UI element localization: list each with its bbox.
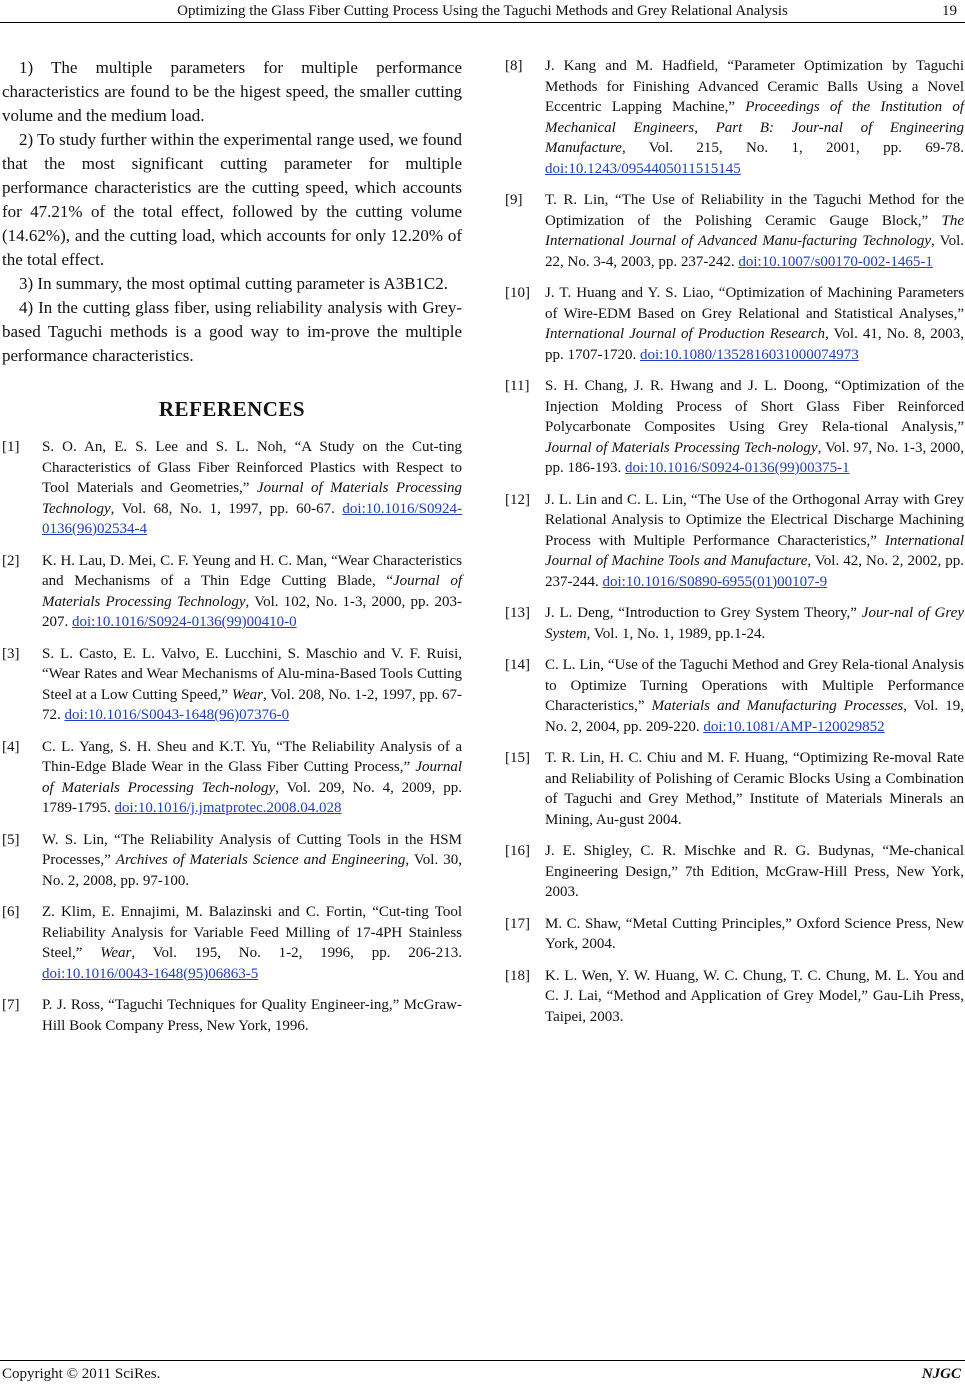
references-heading: REFERENCES bbox=[158, 397, 306, 421]
reference-text bbox=[42, 737, 462, 819]
reference-doi-link[interactable]: doi:10.1081/AMP-120029852 bbox=[703, 718, 885, 735]
reference-source: Journal of Materials Processing Tech-nology bbox=[42, 759, 462, 796]
reference-authors-title: Z. Klim, E. Ennajimi, M. Balazinski and C. Fortin, “Cut-ting Tool Reliability Analysis for Variable Feed Milling of 17-4PH Stainless Steel,” bbox=[42, 904, 462, 961]
reference-authors-title: S. O. An, E. S. Lee and S. L. Noh, “A Study on the Cut-ting Characteristics of Glass Fiber Reinforced Plastics with Respect to Tool Materials and Geometries,” bbox=[42, 439, 462, 496]
reference-doi-link[interactable]: doi:10.1243/0954405011515145 bbox=[545, 160, 741, 177]
reference-authors-title: T. R. Lin, H. C. Chiu and M. F. Huang, “Optimizing Re-moval Rate and Reliability of Polishing of Ceramic Blocks Using a Combination of Taguchi and Grey Method,” Institute of Materials Minerals an Mining, Au-gust 2004. bbox=[545, 750, 964, 828]
reference-source: International Journal of Machine Tools and Manufacture bbox=[545, 532, 964, 569]
reference-number: [5] bbox=[2, 831, 20, 848]
reference-authors-title: C. L. Lin, “Use of the Taguchi Method and Grey Rela-tional Analysis to Optimize Turning Operations with Multiple Performance Characteristics,” bbox=[545, 657, 964, 714]
reference-details: , Vol. 41, No. 8, 2003, pp. 1707-1720. bbox=[545, 326, 964, 363]
reference-details: , Vol. 102, No. 1-3, 2000, pp. 203-207. bbox=[42, 593, 462, 630]
reference-number: [14] bbox=[505, 657, 530, 673]
reference-item bbox=[505, 490, 964, 593]
reference-details: , Vol. 97, No. 1-3, 2000, pp. 186-193. bbox=[545, 439, 964, 476]
reference-item bbox=[2, 437, 462, 540]
reference-number: [6] bbox=[2, 904, 20, 920]
reference-number: [4] bbox=[2, 738, 20, 755]
reference-item bbox=[2, 995, 462, 1036]
conclusion-1: 1) The multiple parameters for multiple performance characteristics are found to be the higest speed, the smaller cutting volume and the medium load. bbox=[2, 58, 462, 125]
reference-item bbox=[505, 914, 964, 955]
reference-doi-link[interactable]: doi:10.1080/1352816031000074973 bbox=[640, 346, 859, 363]
reference-item bbox=[505, 283, 964, 365]
reference-doi-link[interactable]: doi:10.1016/S0924-0136(99)00375-1 bbox=[625, 460, 850, 476]
reference-item bbox=[2, 737, 462, 819]
reference-doi-link[interactable]: doi:10.1016/S0924-0136(96)02534-4 bbox=[42, 500, 462, 537]
reference-item bbox=[2, 644, 462, 726]
reference-authors-title: J. L. Lin and C. L. Lin, “The Use of the Orthogonal Array with Grey Relational Analysis to Optimize the Electrical Discharge Machining Process with Multiple Performance Characteristics,” bbox=[545, 491, 964, 549]
reference-details: , Vol. 19, No. 2, 2004, pp. 209-220. bbox=[545, 698, 964, 735]
reference-authors-title: T. R. Lin, “The Use of Reliability in the Taguchi Method for the Optimization of the Polishing Ceramic Gauge Block,” bbox=[545, 192, 964, 229]
reference-text bbox=[545, 490, 964, 593]
reference-item bbox=[505, 655, 964, 737]
reference-text bbox=[42, 995, 462, 1036]
reference-number: [7] bbox=[2, 997, 20, 1013]
reference-item bbox=[2, 830, 462, 892]
reference-item bbox=[2, 551, 462, 633]
reference-item bbox=[505, 56, 964, 179]
running-header bbox=[0, 0, 965, 23]
reference-details: , Vol. 22, No. 3-4, 2003, pp. 237-242. bbox=[545, 233, 965, 270]
reference-item bbox=[505, 841, 964, 903]
conclusion-4: 4) In the cutting glass fiber, using reliability analysis with Grey-based Taguchi methods is a good way to im-prove the multiple performance characteristics. bbox=[2, 298, 462, 365]
reference-text bbox=[545, 748, 964, 830]
reference-number: [8] bbox=[505, 58, 523, 74]
reference-text bbox=[545, 966, 964, 1028]
reference-authors-title: J. T. Huang and Y. S. Liao, “Optimization of Machining Parameters of Wire-EDM Based on Grey Relational and Statistical Analyses,” bbox=[545, 285, 964, 322]
reference-text bbox=[42, 830, 462, 892]
reference-text bbox=[545, 376, 964, 479]
reference-details: , Vol. 42, No. 2, 2002, pp. 237-244. bbox=[545, 553, 964, 590]
reference-authors-title: J. L. Deng, “Introduction to Grey System Theory,” bbox=[545, 605, 862, 621]
reference-number: [11] bbox=[505, 378, 530, 394]
reference-source: Jour-nal of Grey System bbox=[545, 605, 964, 642]
reference-text bbox=[545, 56, 964, 179]
reference-authors-title: C. L. Yang, S. H. Sheu and K.T. Yu, “The Reliability Analysis of a Thin-Edge Blade Wear in the Glass Fiber Cutting Process,” bbox=[42, 738, 462, 775]
reference-item bbox=[2, 902, 462, 984]
reference-source: Journal of Materials Processing Tech-nology bbox=[545, 439, 818, 456]
reference-doi-link[interactable]: doi:10.1007/s00170-002-1465-1 bbox=[738, 253, 933, 270]
reference-number: [9] bbox=[505, 192, 523, 208]
reference-authors-title: K. L. Wen, Y. W. Huang, W. C. Chung, T. C. Chung, M. L. You and C. J. Lai, “Method and Application of Grey Model,” Gau-Lih Press, Taipei, 2003. bbox=[545, 967, 964, 1025]
reference-text bbox=[42, 437, 462, 540]
reference-doi-link[interactable]: doi:10.1016/S0043-1648(96)07376-0 bbox=[64, 707, 290, 723]
conclusion-3: 3) In summary, the most optimal cutting parameter is A3B1C2. bbox=[19, 274, 449, 293]
reference-text bbox=[545, 190, 964, 272]
reference-number: [10] bbox=[505, 285, 530, 301]
reference-source: Wear bbox=[231, 686, 263, 703]
reference-number: [3] bbox=[2, 645, 20, 662]
reference-number: [13] bbox=[505, 605, 530, 621]
reference-authors-title: W. S. Lin, “The Reliability Analysis of Cutting Tools in the HSM Processes,” bbox=[42, 831, 462, 868]
running-title: Optimizing the Glass Fiber Cutting Process Using the Taguchi Methods and Grey Relational Analysis bbox=[177, 3, 788, 19]
reference-source: Journal of Materials Processing Technology bbox=[42, 480, 462, 517]
reference-text bbox=[545, 603, 964, 644]
reference-source: Wear bbox=[100, 945, 132, 961]
reference-doi-link[interactable]: doi:10.1016/S0924-0136(99)00410-0 bbox=[72, 614, 297, 630]
reference-item bbox=[505, 748, 964, 830]
reference-item bbox=[505, 376, 964, 479]
reference-details: , Vol. 209, No. 4, 2009, pp. 1789-1795. bbox=[42, 779, 462, 816]
reference-details: , Vol. 208, No. 1-2, 1997, pp. 67-72. bbox=[42, 686, 462, 723]
page-number: 19 bbox=[942, 3, 957, 19]
reference-authors-title: S. H. Chang, J. R. Hwang and J. L. Doong, “Optimization of the Injection Molding Process of Short Glass Fiber Reinforced Polycarbonate Composites Using Grey Rela-tional Analysis,” bbox=[545, 378, 964, 435]
reference-text bbox=[42, 902, 462, 984]
reference-text bbox=[545, 841, 964, 903]
reference-number: [12] bbox=[505, 491, 530, 508]
journal-abbrev: NJGC bbox=[921, 1366, 961, 1382]
reference-number: [18] bbox=[505, 967, 530, 984]
reference-text bbox=[545, 655, 964, 737]
copyright-notice: Copyright © 2011 SciRes. bbox=[2, 1366, 161, 1382]
conclusion-2: 2) To study further within the experimental range used, we found that the most significant cutting parameter for multiple performance characteristics are the cutting speed, which accounts for 47.21% of the total effect, followed by the cutting volume (14.62%), and the cutting load, which accounts for only 12.20% of the total effect. bbox=[2, 130, 462, 269]
reference-text bbox=[42, 644, 462, 726]
reference-details: , Vol. 195, No. 1-2, 1996, pp. 206-213. bbox=[131, 945, 462, 961]
reference-details: , Vol. 1, No. 1, 1989, pp.1-24. bbox=[586, 625, 766, 642]
reference-authors-title: S. L. Casto, E. L. Valvo, E. Lucchini, S. Maschio and V. F. Ruisi, “Wear Rates and Wear Mechanisms of Alu-mina-Based Tools Cutting Steel at a Low Cutting Speed,” bbox=[42, 645, 462, 703]
reference-doi-link[interactable]: doi:10.1016/j.jmatprotec.2008.04.028 bbox=[114, 800, 342, 816]
reference-source: Materials and Manufacturing Processes bbox=[651, 698, 904, 714]
reference-item bbox=[505, 190, 964, 272]
reference-doi-link[interactable]: doi:10.1016/0043-1648(95)06863-5 bbox=[42, 965, 259, 982]
reference-doi-link[interactable]: doi:10.1016/S0890-6955(01)00107-9 bbox=[602, 573, 828, 590]
reference-text bbox=[42, 551, 462, 633]
reference-details: , Vol. 68, No. 1, 1997, pp. 60-67. bbox=[110, 500, 343, 517]
reference-authors-title: J. E. Shigley, C. R. Mischke and R. G. Budynas, “Me-chanical Engineering Design,” 7th Edition, McGraw-Hill Press, New York, 2003. bbox=[545, 843, 964, 900]
reference-text bbox=[545, 283, 964, 365]
reference-authors-title: P. J. Ross, “Taguchi Techniques for Quality Engineer-ing,” McGraw-Hill Book Company Press, New York, 1996. bbox=[42, 997, 462, 1034]
reference-number: [16] bbox=[505, 843, 530, 859]
reference-authors-title: M. C. Shaw, “Metal Cutting Principles,” Oxford Science Press, New York, 2004. bbox=[545, 915, 964, 952]
reference-number: [17] bbox=[505, 915, 530, 932]
reference-source: Archives of Materials Science and Engineering bbox=[115, 852, 406, 868]
reference-list-right bbox=[505, 56, 964, 1027]
reference-source: Journal of Materials Processing Technology bbox=[42, 573, 462, 610]
reference-text bbox=[545, 914, 964, 955]
left-column bbox=[2, 56, 462, 1047]
right-column bbox=[505, 56, 964, 1038]
reference-number: [15] bbox=[505, 750, 530, 766]
reference-item bbox=[505, 966, 964, 1028]
page-footer bbox=[0, 1360, 965, 1387]
reference-source: International Journal of Production Research bbox=[545, 326, 825, 342]
reference-authors-title: K. H. Lau, D. Mei, C. F. Yeung and H. C. Man, “Wear Characteristics and Mechanisms of a Thin Edge Cutting Blade, “ bbox=[42, 552, 462, 589]
reference-list-left bbox=[2, 437, 462, 1036]
reference-source: The International Journal of Advanced Manu-facturing Technology bbox=[545, 212, 964, 249]
reference-details: , Vol. 30, No. 2, 2008, pp. 97-100. bbox=[42, 852, 463, 889]
reference-authors-title: J. Kang and M. Hadfield, “Parameter Optimization by Taguchi Methods for Finishing Advanced Ceramic Balls Using a Novel Eccentric Lapping Machine,” bbox=[545, 58, 964, 115]
reference-item bbox=[505, 603, 964, 644]
reference-source: Proceedings of the Institution of Mechanical Engineers, Part B: Jour-nal of Engineering Manufacture bbox=[545, 99, 964, 156]
reference-number: [2] bbox=[2, 552, 20, 569]
reference-number: [1] bbox=[2, 439, 20, 455]
reference-details: , Vol. 215, No. 1, 2001, pp. 69-78. bbox=[621, 140, 964, 156]
